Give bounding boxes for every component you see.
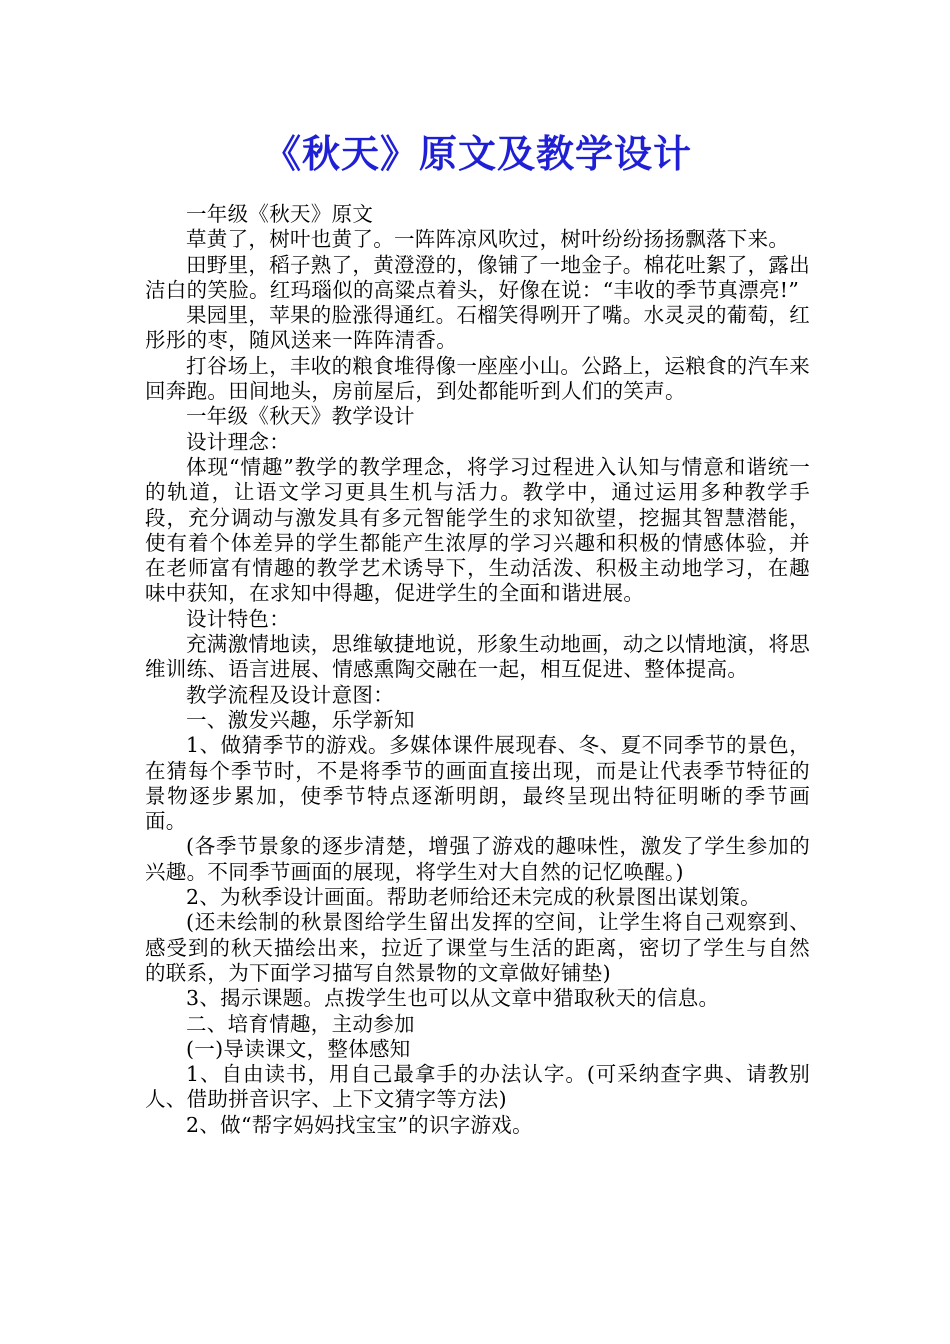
paragraph: 果园里，苹果的脸涨得通红。石榴笑得咧开了嘴。水灵灵的葡萄，红彤彤的枣，随风送来一阵阵清香。 [145, 303, 810, 353]
paragraph: 1、做猜季节的游戏。多媒体课件展现春、冬、夏不同季节的景色，在猜每个季节时，不是将季节的画面直接出现，而是让代表季节特征的景物逐步累加，使季节特点逐渐明朗，最终呈现出特征明晰的季节画面。 [145, 733, 810, 834]
paragraph: 草黄了，树叶也黄了。一阵阵凉风吹过，树叶纷纷扬扬飘落下来。 [186, 227, 790, 252]
document-title: 《秋天》原文及教学设计 [262, 132, 692, 176]
paragraph: 一年级《秋天》教学设计 [186, 404, 415, 429]
paragraph: (还未绘制的秋景图给学生留出发挥的空间，让学生将自己观察到、感受到的秋天描绘出来，拉近了课堂与生活的距离，密切了学生与自然的联系，为下面学习描写自然景物的文章做好铺垫) [145, 910, 810, 985]
paragraph: (各季节景象的逐步清楚，增强了游戏的趣味性，激发了学生参加的兴趣。不同季节画面的展现，将学生对大自然的记忆唤醒。) [145, 834, 810, 884]
paragraph: 充满激情地读，思维敏捷地说，形象生动地画，动之以情地演，将思维训练、语言进展、情感熏陶交融在一起，相互促进、整体提高。 [145, 632, 810, 682]
paragraph: 2、做“帮字妈妈找宝宝”的识字游戏。 [186, 1112, 533, 1137]
paragraph: 设计理念： [186, 429, 290, 454]
document-body [145, 202, 810, 1138]
paragraph: 设计特色： [186, 606, 290, 631]
paragraph: 一年级《秋天》原文 [186, 202, 374, 226]
paragraph: 一、激发兴趣，乐学新知 [186, 707, 415, 732]
paragraph: 田野里，稻子熟了，黄澄澄的，像铺了一地金子。棉花吐絮了，露出洁白的笑脸。红玛瑙似的高粱点着头，好像在说：“丰收的季节真漂亮!” [145, 252, 810, 302]
paragraph: 1、自由读书，用自己最拿手的办法认字。(可采纳查字典、请教别人、借助拼音识字、上下文猜字等方法) [145, 1062, 810, 1112]
paragraph: 教学流程及设计意图： [186, 682, 394, 707]
paragraph: 体现“情趣”教学的教学理念，将学习过程进入认知与情意和谐统一的轨道，让语文学习更具生机与活力。教学中，通过运用多种教学手段，充分调动与激发具有多元智能学生的求知欲望，挖掘其智慧潜能，使有着个体差异的学生都能产生浓厚的学习兴趣和积极的情感体验，并在老师富有情趣的教学艺术诱导下，生动活泼、积极主动地学习，在趣味中获知，在求知中得趣，促进学生的全面和谐进展。 [145, 454, 810, 606]
paragraph: 打谷场上，丰收的粮食堆得像一座座小山。公路上，运粮食的汽车来回奔跑。田间地头，房前屋后，到处都能听到人们的笑声。 [145, 353, 810, 404]
paragraph: (一)导读课文，整体感知 [186, 1036, 411, 1061]
paragraph: 2、为秋季设计画面。帮助老师给还未完成的秋景图出谋划策。 [186, 885, 761, 910]
paragraph: 3、揭示课题。点拨学生也可以从文章中猎取秋天的信息。 [186, 986, 720, 1011]
paragraph: 二、培育情趣，主动参加 [186, 1011, 415, 1036]
